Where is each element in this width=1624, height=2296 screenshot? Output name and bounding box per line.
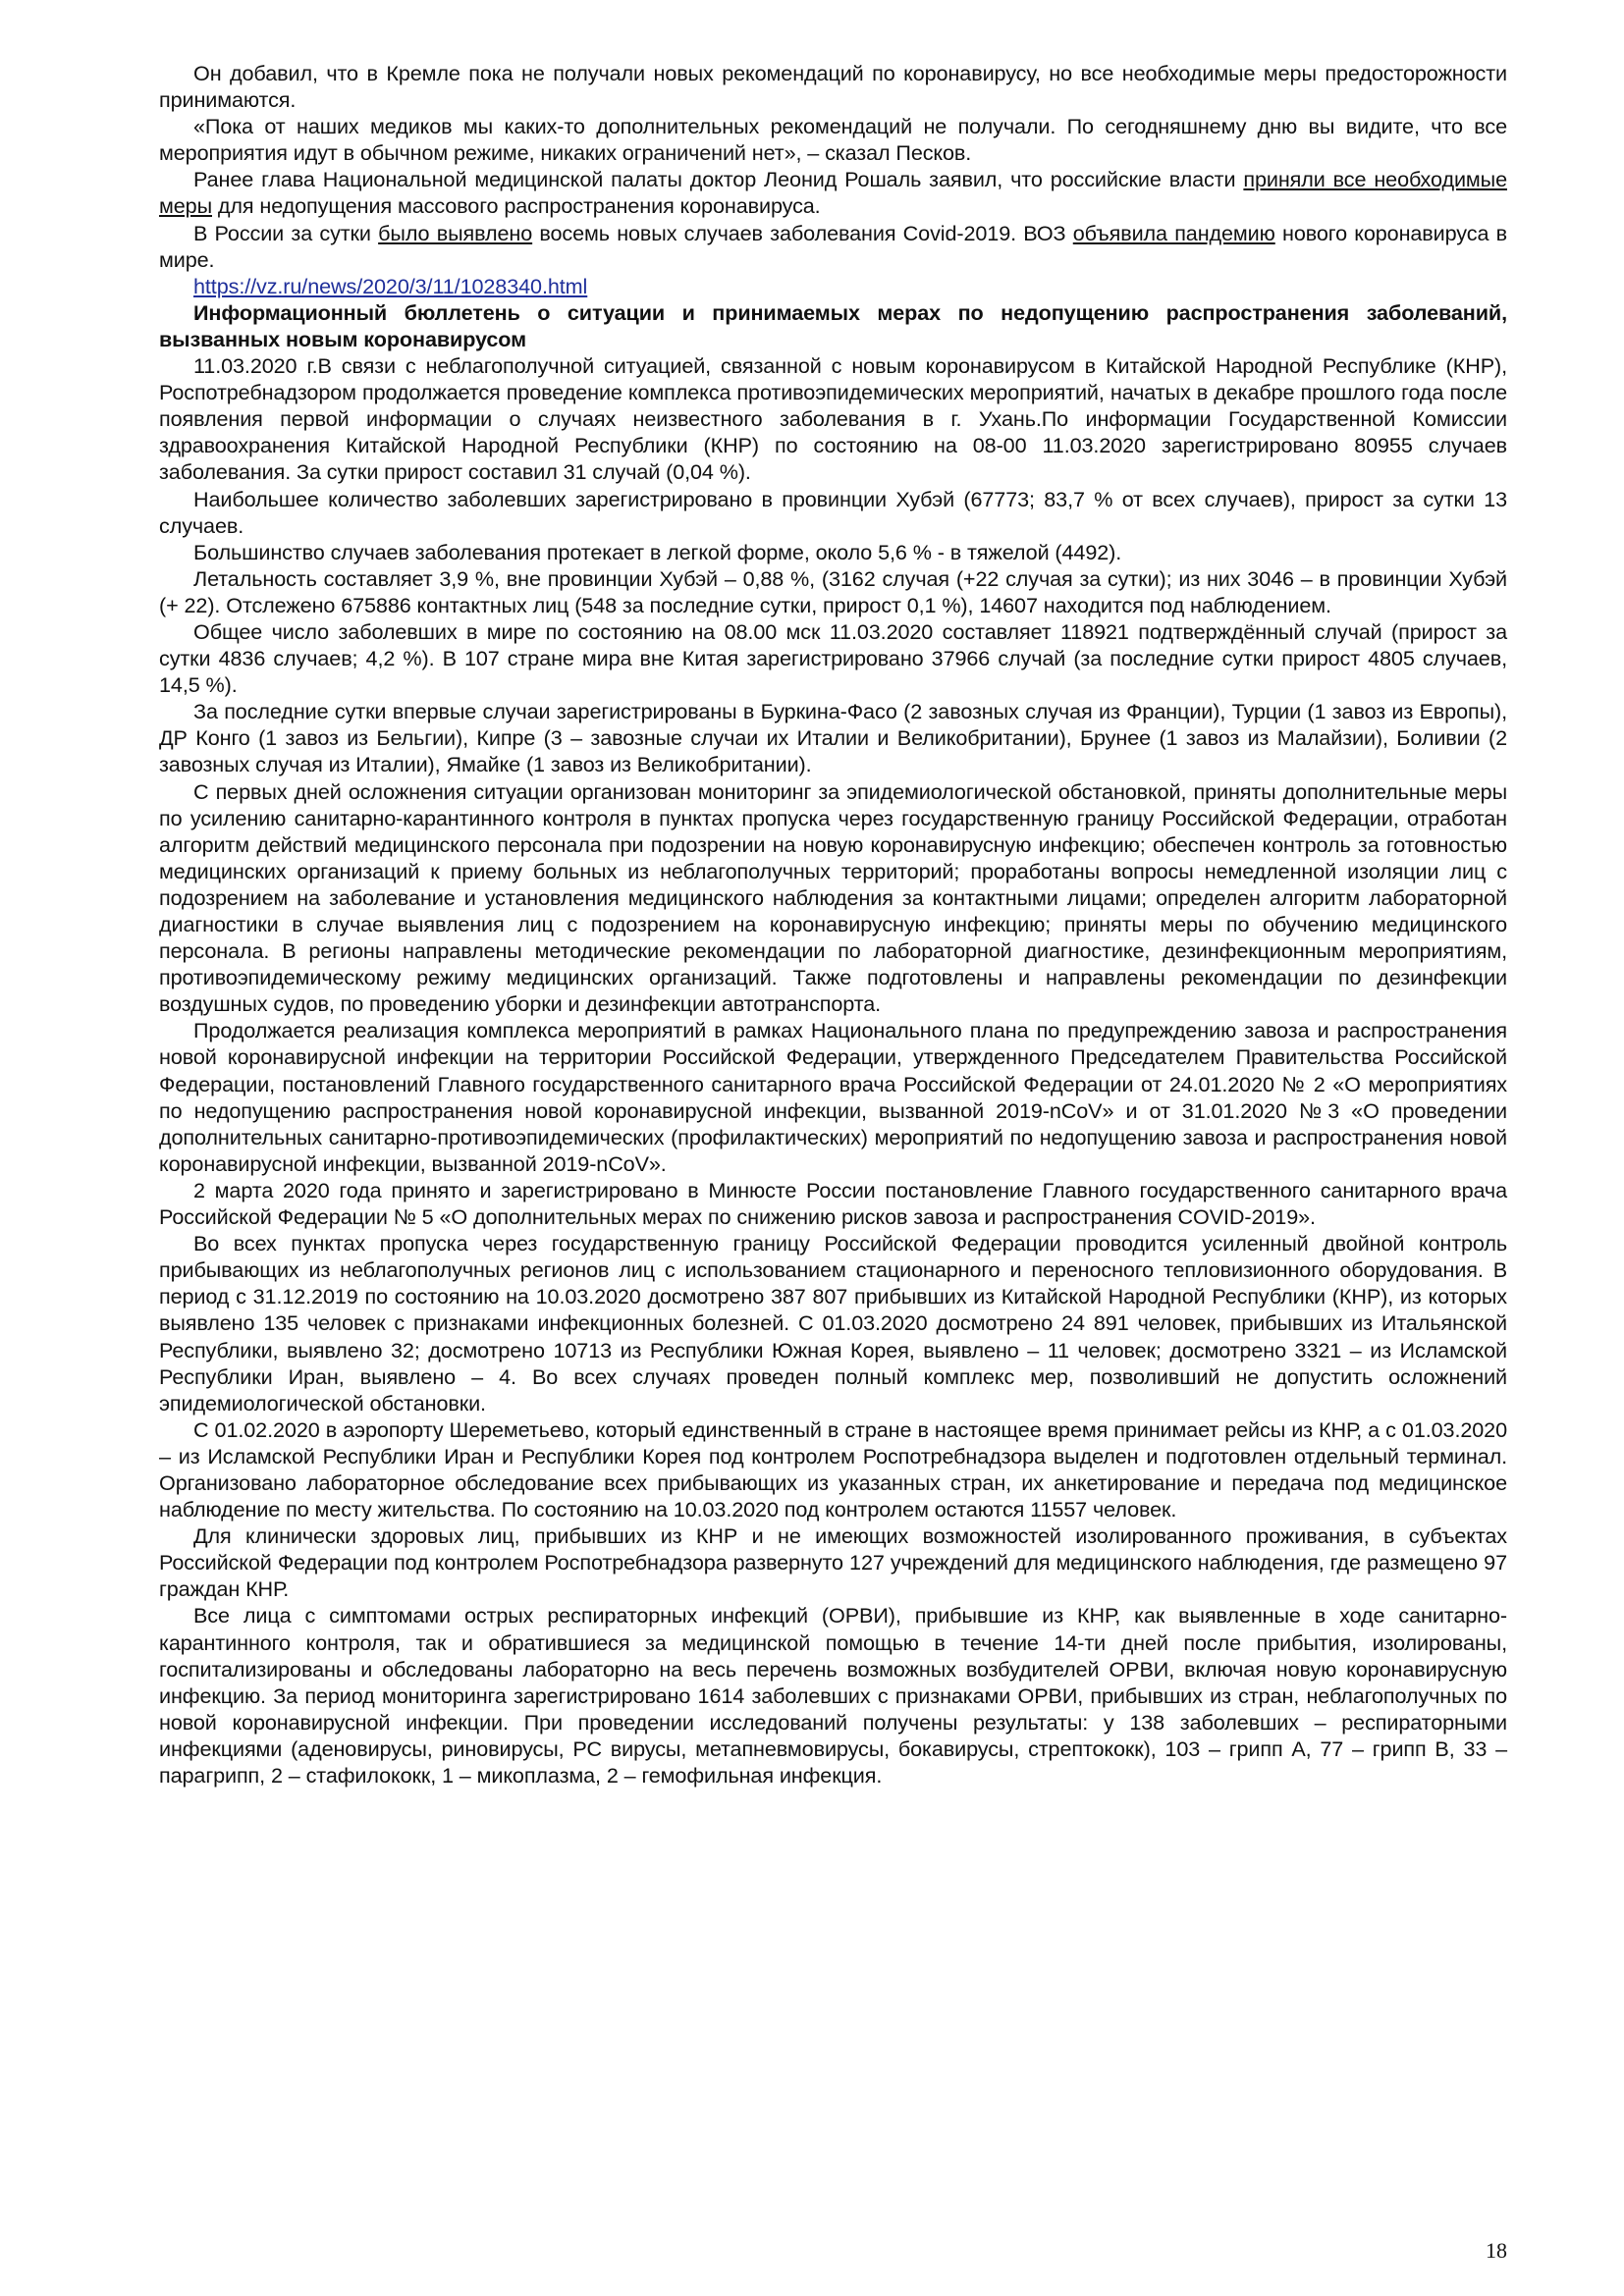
- source-url-link[interactable]: https://vz.ru/news/2020/3/11/1028340.html: [193, 273, 588, 298]
- paragraph-china-situation: 11.03.2020 г.В связи с неблагополучной ситуацией, связанной с новым коронавирусом в Китайской Народной Республике (КНР), Роспотребнадзором продолжается проведение комплекса противоэпидемических мероприятий, начатых в декабре прошлого года после появления первой информации о случаях неизвестного заболевания в г. Ухань.По информации Государственной Комиссии здравоохранения Китайской Народной Республики (КНР) по состоянию на 08-00 11.03.2020 зарегистрировано 80955 случаев заболевания. За сутки прирост составил 31 случай (0,04 %).: [159, 353, 1507, 485]
- source-url-paragraph: [159, 273, 1507, 299]
- paragraph-border-control: Во всех пунктах пропуска через государственную границу Российской Федерации проводится усиленный двойной контроль прибывающих из неблагополучных регионов лиц с использованием стационарного и переносного тепловизионного оборудования. В период с 31.12.2019 по состоянию на 10.03.2020 досмотрено 387 807 прибывших из Китайской Народной Республики (КНР), из которых выявлено 135 человек с признаками инфекционных болезней. С 01.03.2020 досмотрено 24 891 человек, прибывших из Итальянской Республики, выявлено 32; досмотрено 10713 из Республики Южная Корея, выявлено – 11 человек; досмотрено 3321 – из Исламской Республики Иран, выявлено – 4. Во всех случаях проведен полный комплекс мер, позволивший не допустить осложнений эпидемиологической обстановки.: [159, 1231, 1507, 1415]
- paragraph-new-countries: За последние сутки впервые случаи зарегистрированы в Буркина-Фасо (2 завозных случая из Франции), Турции (1 завоз из Европы), ДР Конго (1 завоз из Бельгии), Кипре (3 – завозные случаи их Италии и Великобритании), Брунее (1 завоз из Малайзии), Боливии (2 завозных случая из Италии), Ямайке (1 завоз из Великобритании).: [159, 699, 1507, 777]
- paragraph-russia-cases-after: нового коронавируса в мире.: [159, 220, 1507, 272]
- document-page: [159, 60, 1507, 1789]
- paragraph-hubei-cases: Наибольшее количество заболевших зарегистрировано в провинции Хубэй (67773; 83,7 % от всех случаев), прирост за сутки 13 случаев.: [159, 486, 1507, 538]
- paragraph-lethality: Летальность составляет 3,9 %, вне провинции Хубэй – 0,88 %, (3162 случая (+22 случая за сутки); из них 3046 – в провинции Хубэй (+ 22). Отслежено 675886 контактных лиц (548 за последние сутки, прирост 0,1 %), 14607 находится под наблюдением.: [159, 565, 1507, 617]
- paragraph-roshal: [159, 166, 1507, 219]
- paragraph-severity: Большинство случаев заболевания протекает в легкой форме, около 5,6 % - в тяжелой (4492).: [193, 539, 1122, 564]
- paragraph-national-plan: Продолжается реализация комплекса мероприятий в рамках Национального плана по предупреждению завоза и распространения новой коронавирусной инфекции на территории Российской Федерации, утвержденного Председателем Правительства Российской Федерации, постановлений Главного государственного санитарного врача Российской Федерации от 24.01.2020 № 2 «О мероприятиях по недопущению распространения новой коронавирусной инфекции, вызванной 2019-nCoV» и от 31.01.2020 №3 «О проведении дополнительных санитарно-противоэпидемических (профилактических) мероприятий по недопущению завоза и распространения новой коронавирусной инфекции, вызванной 2019-nCoV».: [159, 1018, 1507, 1176]
- paragraph-monitoring-measures: С первых дней осложнения ситуации организован мониторинг за эпидемиологической обстановкой, приняты дополнительные меры по усилению санитарно-карантинного контроля в пунктах пропуска через государственную границу Российской Федерации, отработан алгоритм действий медицинского персонала при подозрении на новую коронавирусную инфекцию; обеспечен контроль за готовностью медицинских организаций к приему больных из неблагополучных территорий; проработаны вопросы немедленной изоляции лиц с подозрением на заболевание и установления медицинского наблюдения за контактными лицами; определен алгоритм лабораторной диагностики в случае выявления лиц с подозрением на коронавирусную инфекцию; приняты меры по обучению медицинского персонала. В регионы направлены методические рекомендации по лабораторной диагностике, дезинфекционным мероприятиям, противоэпидемическому режиму медицинских организаций. Также подготовлены и направлены рекомендации по дезинфекции воздушных судов, по проведению уборки и дезинфекции автотранспорта.: [159, 778, 1507, 1017]
- link-detected[interactable]: было выявлено: [378, 220, 533, 245]
- link-measures-taken[interactable]: приняли все необходимые меры: [159, 167, 1507, 219]
- paragraph-peskov-quote: «Пока от наших медиков мы каких-то дополнительных рекомендаций не получали. По сегодняшнему дню вы видите, что все мероприятия идут в обычном режиме, никаких ограничений нет», – сказал Песков.: [159, 114, 1507, 166]
- paragraph-resolution-5: 2 марта 2020 года принято и зарегистрировано в Минюсте России постановление Главного государственного санитарного врача Российской Федерации № 5 «О дополнительных мерах по снижению рисков завоза и распространения COVID-2019».: [159, 1177, 1507, 1230]
- paragraph-russia-cases: [159, 220, 1507, 273]
- paragraph-russia-cases-before: В России за сутки: [193, 220, 379, 245]
- page-number: 18: [1486, 2238, 1507, 2263]
- paragraph-sheremetyevo: С 01.02.2020 в аэропорту Шереметьево, который единственный в стране в настоящее время принимает рейсы из КНР, а с 01.03.2020 – из Исламской Республики Иран и Республики Корея под контролем Роспотребнадзора выделен и подготовлен отдельный терминал. Организовано лабораторное обследование всех прибывающих из указанных стран, их анкетирование и передача под медицинское наблюдение по месту жительства. По состоянию на 10.03.2020 под контролем остаются 11557 человек.: [159, 1416, 1507, 1522]
- paragraph-roshal-before: Ранее глава Национальной медицинской палаты доктор Леонид Рошаль заявил, что российские власти: [193, 167, 1244, 192]
- paragraph-roshal-after: для недопущения массового распространения коронавируса.: [212, 193, 821, 219]
- paragraph-observation-facilities: Для клинически здоровых лиц, прибывших из КНР и не имеющих возможностей изолированного проживания, в субъектах Российской Федерации под контролем Роспотребнадзора развернуто 127 учреждений для медицинского наблюдения, где размещено 97 граждан КНР.: [159, 1523, 1507, 1602]
- paragraph-kremlin-recommendations: Он добавил, что в Кремле пока не получали новых рекомендаций по коронавирусу, но все необходимые меры предосторожности принимаются.: [159, 61, 1507, 113]
- paragraph-russia-cases-middle: восемь новых случаев заболевания Covid-2019. ВОЗ: [532, 220, 1073, 245]
- link-pandemic-declared[interactable]: объявила пандемию: [1072, 220, 1275, 245]
- paragraph-world-cases: Общее число заболевших в мире по состоянию на 08.00 мск 11.03.2020 составляет 118921 подтверждённый случай (прирост за сутки 4836 случаев; 4,2 %). В 107 стране мира вне Китая зарегистрировано 37966 случай (за последние сутки прирост 4805 случаев, 14,5 %).: [159, 618, 1507, 698]
- bulletin-heading: Информационный бюллетень о ситуации и принимаемых мерах по недопущению распространения заболеваний, вызванных новым коронавирусом: [159, 299, 1507, 351]
- paragraph-orvi-results: Все лица с симптомами острых респираторных инфекций (ОРВИ), прибывшие из КНР, как выявленные в ходе санитарно-карантинного контроля, так и обратившиеся за медицинской помощью в течение 14-ти дней после прибытия, изолированы, госпитализированы и обследованы лабораторно на весь перечень возможных возбудителей ОРВИ, включая новую коронавирусную инфекцию. За период мониторинга зарегистрировано 1614 заболевших с признаками ОРВИ, прибывших из стран, неблагополучных по новой коронавирусной инфекции. При проведении исследований получены результаты: у 138 заболевших – респираторными инфекциями (аденовирусы, риновирусы, РС вирусы, метапневмовирусы, бокавирусы, стрептококк), 103 – грипп А, 77 – грипп В, 33 – парагрипп, 2 – стафилококк, 1 – микоплазма, 2 – гемофильная инфекция.: [159, 1603, 1507, 1788]
